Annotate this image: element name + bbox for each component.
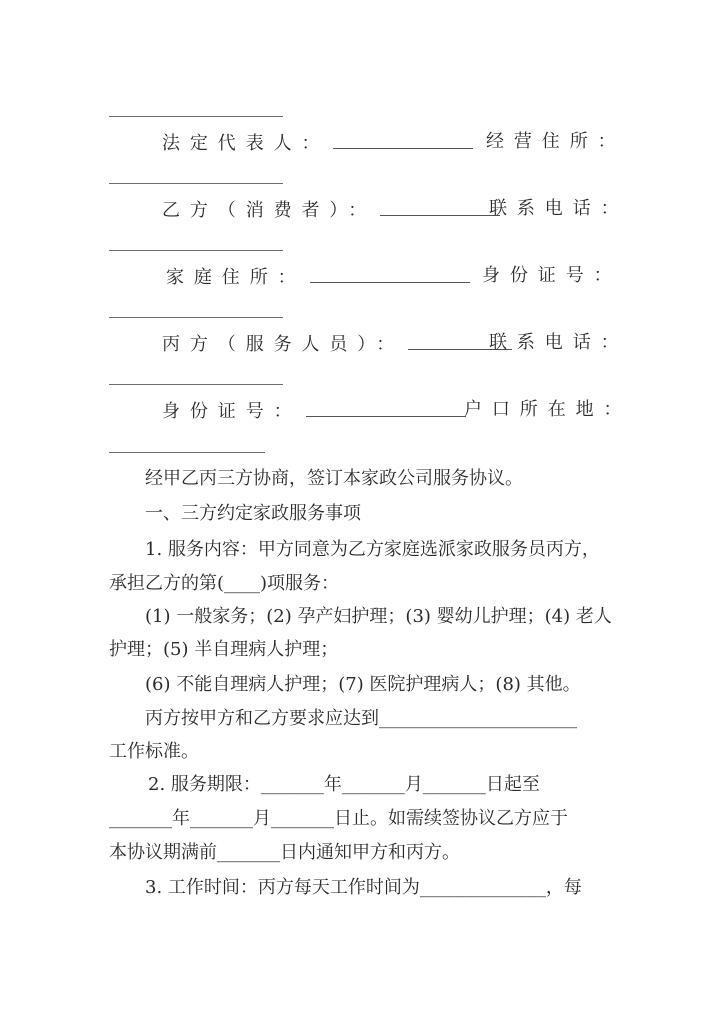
id-row-1 [482,264,622,288]
party-b-label: 乙方（消费者）： [162,200,377,221]
legal-rep-row [162,130,477,156]
item-2-line-3: 本协议期满前_______日内通知甲方和丙方。 [109,842,460,863]
id-label-2: 身份证号： [162,401,302,422]
item-1-line-1: 1. 服务内容：甲方同意为乙方家庭选派家政服务员丙方， [145,539,600,560]
hukou-row [464,398,631,422]
party-b-row [162,197,504,223]
phone-blank-1[interactable] [109,250,283,251]
intro-paragraph: 经甲乙丙三方协商，签订本家政公司服务协议。 [145,468,523,489]
phone-label-1: 联系电话： [489,198,629,219]
id-label-1: 身份证号： [482,265,622,286]
item-2-line-2: _______年_______月_______日止。如需续签协议乙方应于 [109,808,568,829]
home-addr-label: 家庭住所： [166,267,306,288]
phone-row-2 [489,331,629,355]
phone-label-2: 联系电话： [489,332,629,353]
item-3-line-1: 3. 工作时间：丙方每天工作时间为______________，每 [145,877,582,898]
item-2-line-1: 2. 服务期限：_______年_______月_______日起至 [148,774,540,795]
party-c-row [162,331,516,357]
legal-rep-label: 法定代表人： [162,133,330,154]
item-1-line-2: 承担乙方的第(____)项服务： [109,573,340,594]
standard-line-1: 丙方按甲方和乙方要求应达到______________________ [145,708,577,729]
id-blank-2[interactable] [306,398,466,417]
section-1-title: 一、三方约定家政服务事项 [145,503,361,524]
options-line-3: (6) 不能自理病人护理；(7) 医院护理病人；(8) 其他。 [145,674,581,695]
options-line-1: (1) 一般家务；(2) 孕产妇护理；(3) 婴幼儿护理；(4) 老人 [145,606,612,627]
id-blank-1[interactable] [109,317,283,318]
party-c-label: 丙方（服务人员）： [162,334,405,355]
standard-line-2: 工作标准。 [109,741,199,762]
legal-rep-blank[interactable] [333,130,473,149]
business-addr-row [486,130,626,154]
party-b-blank[interactable] [380,197,500,216]
home-addr-row [166,264,474,290]
options-line-2: 护理；(5) 半自理病人护理； [109,639,339,660]
business-addr-blank[interactable] [109,183,283,184]
id-row-2 [162,398,470,424]
hukou-blank[interactable] [109,452,265,453]
phone-row-1 [489,197,629,221]
underline-blank[interactable] [109,116,283,117]
phone-blank-2[interactable] [109,384,283,385]
hukou-label: 户口所在地： [464,399,632,420]
business-addr-label: 经营住所： [486,131,626,152]
home-addr-blank[interactable] [310,264,470,283]
